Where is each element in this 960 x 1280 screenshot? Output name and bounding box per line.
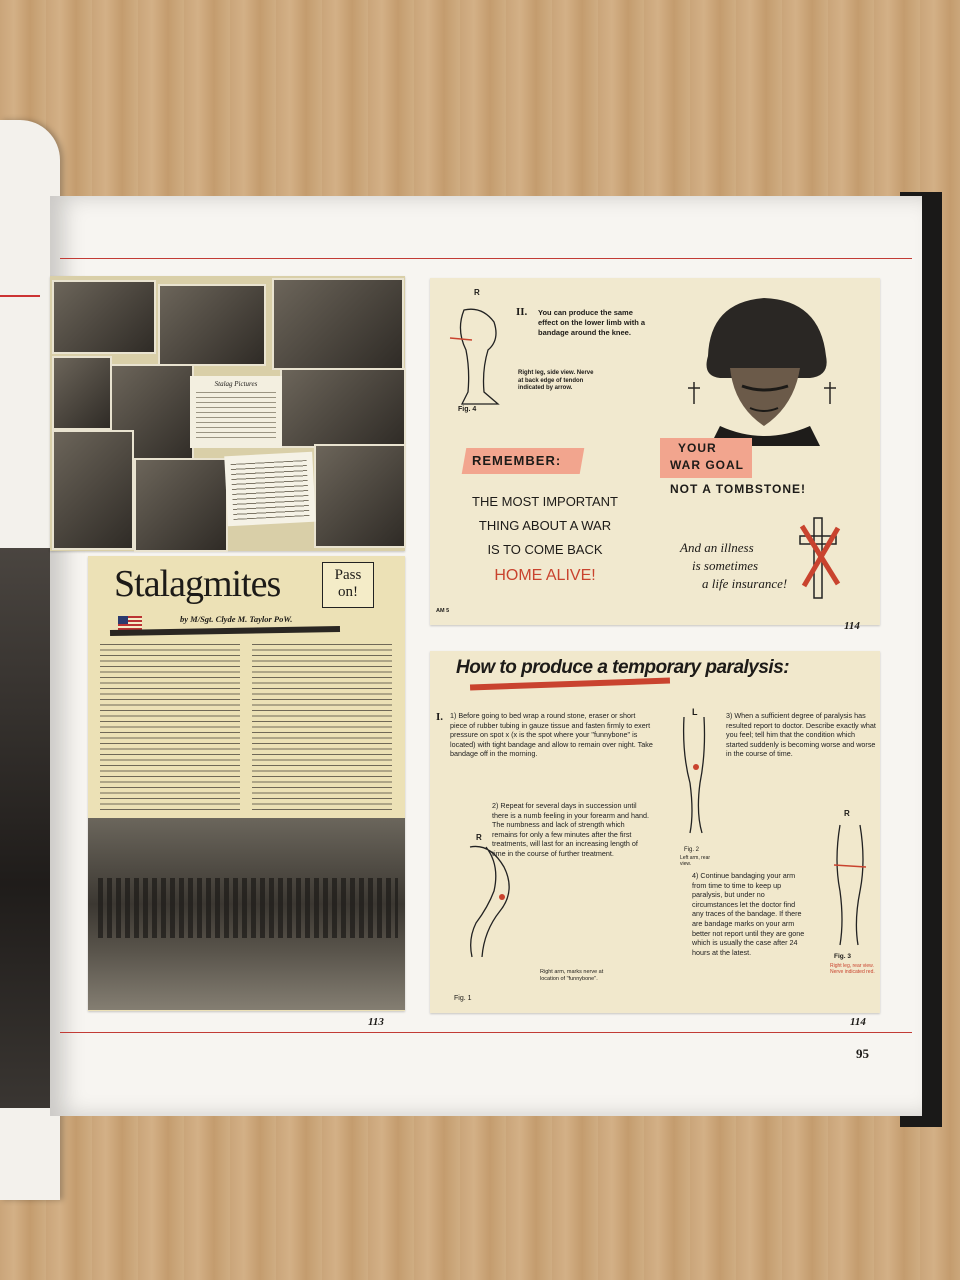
war-goal-line-2: WAR GOAL bbox=[670, 458, 744, 472]
collage-photo bbox=[280, 368, 406, 448]
fig2-caption: Left arm, rear view. bbox=[680, 855, 711, 867]
home-alive-text: HOME ALIVE! bbox=[494, 567, 596, 584]
collage-title: Stalag Pictures bbox=[214, 380, 258, 388]
poster-code: AM 5 bbox=[436, 608, 450, 614]
page-number-114-top: 114 bbox=[844, 620, 860, 632]
illness-line-2: is sometimes bbox=[692, 558, 759, 573]
paralysis-title: How to produce a temporary paralysis: bbox=[456, 657, 790, 678]
collage-photo bbox=[52, 280, 156, 354]
stalag-pictures-collage bbox=[50, 276, 405, 551]
fig2-label: Fig. 2 bbox=[684, 847, 700, 853]
pass-on-box bbox=[322, 562, 374, 608]
fig4-label: Fig. 4 bbox=[458, 406, 477, 413]
page-number-114-bottom: 114 bbox=[850, 1016, 866, 1028]
fig3-letter: R bbox=[844, 809, 850, 818]
fig2-letter: L bbox=[692, 707, 698, 717]
arm-fig2 bbox=[676, 713, 716, 843]
bottom-red-rule bbox=[60, 1032, 912, 1033]
marching-soldiers-photo bbox=[88, 818, 405, 1010]
fig3-label: Fig. 3 bbox=[834, 953, 851, 960]
home-alive-poster bbox=[430, 278, 880, 625]
fig1-letter: R bbox=[476, 833, 482, 842]
arm-fig1 bbox=[460, 841, 530, 961]
section-roman: II. bbox=[516, 306, 528, 318]
book-page-number: 95 bbox=[856, 1046, 869, 1061]
step-3: 3) When a sufficient degree of paralysis has resulted report to doctor. Describe exactly what you feel; tell him that the condition which started suddenly is becoming worse and worse in the course of time. bbox=[726, 711, 876, 759]
top-red-rule bbox=[60, 258, 912, 259]
stalagmites-article bbox=[88, 556, 405, 1011]
byline-banner bbox=[110, 626, 340, 636]
poster-line-1: THE MOST IMPORTANT bbox=[472, 494, 618, 509]
not-a-tombstone: NOT A TOMBSTONE! bbox=[670, 482, 806, 496]
illness-line-3: a life insurance! bbox=[702, 576, 788, 591]
collage-photo bbox=[158, 284, 266, 366]
collage-photo bbox=[134, 458, 228, 552]
collage-photo bbox=[314, 444, 406, 548]
collage-caption-lines bbox=[196, 392, 276, 442]
soldier-illustration bbox=[680, 286, 840, 446]
war-goal-line-1: YOUR bbox=[678, 441, 717, 455]
pass-on-label: Pass on! bbox=[334, 567, 362, 600]
right-page bbox=[50, 196, 922, 1116]
illness-line-1: And an illness bbox=[680, 540, 754, 555]
paralysis-roman: I. bbox=[436, 711, 444, 723]
fig1-label: Fig. 1 bbox=[454, 995, 472, 1002]
leg-fig3 bbox=[830, 821, 870, 951]
fig3-caption: Right leg, rear view. Nerve indicated red. bbox=[830, 963, 875, 975]
remember-label: REMEMBER: bbox=[472, 453, 562, 468]
paralysis-instructions bbox=[430, 651, 880, 1013]
leg-caption: Right leg, side view. Nerve at back edge of tendon indicated by arrow. bbox=[518, 370, 594, 391]
step-4: 4) Continue bandaging your arm from time to time to keep up paralysis, but under no circumstances let the doctor find any traces of the bandage. If there are bandage marks on your arm better not report until they are gone which is usually the case after 24 hours at the latest. bbox=[692, 871, 805, 957]
step-1: 1) Before going to bed wrap a round stone, eraser or short piece of rubber tubing in gauze tissue and fasten firmly to exert pressure on spot x (x is the spot where your "funnybone" is located) with tight bandage and allow to remain over night. Take bandage off in the morning. bbox=[450, 711, 653, 759]
collage-photo bbox=[52, 356, 112, 430]
left-page-red-rule bbox=[0, 295, 40, 297]
leg-letter: R bbox=[474, 288, 480, 297]
collage-caption-card bbox=[190, 376, 282, 448]
byline: by M/Sgt. Clyde M. Taylor PoW. bbox=[180, 614, 293, 624]
collage-photo bbox=[272, 278, 404, 370]
fig1-caption: Right arm, marks nerve at location of "funnybone". bbox=[540, 969, 604, 982]
roster-lines bbox=[231, 460, 310, 520]
collage-roster-card bbox=[224, 452, 316, 527]
stalagmites-title: Stalagmites bbox=[114, 563, 281, 605]
poster-line-3: IS TO COME BACK bbox=[487, 542, 603, 557]
page-number-113: 113 bbox=[368, 1016, 384, 1028]
left-page-photo bbox=[0, 548, 52, 1108]
article-column-1 bbox=[100, 644, 240, 810]
grave-cross-icon bbox=[794, 514, 844, 604]
section-intro: You can produce the same effect on the lower limb with a bandage around the knee. bbox=[538, 308, 646, 337]
article-column-2 bbox=[252, 644, 392, 810]
step-2: 2) Repeat for several days in succession until there is a numb feeling in your forearm and hand. The numbness and lack of strength which remains for only a few minutes after the first treatments, will last for an increasing length of time in the course of further treatment. bbox=[492, 801, 650, 858]
poster-line-2: THING ABOUT A WAR bbox=[478, 518, 612, 533]
title-underline-stroke bbox=[470, 678, 670, 691]
collage-photo bbox=[52, 430, 134, 550]
